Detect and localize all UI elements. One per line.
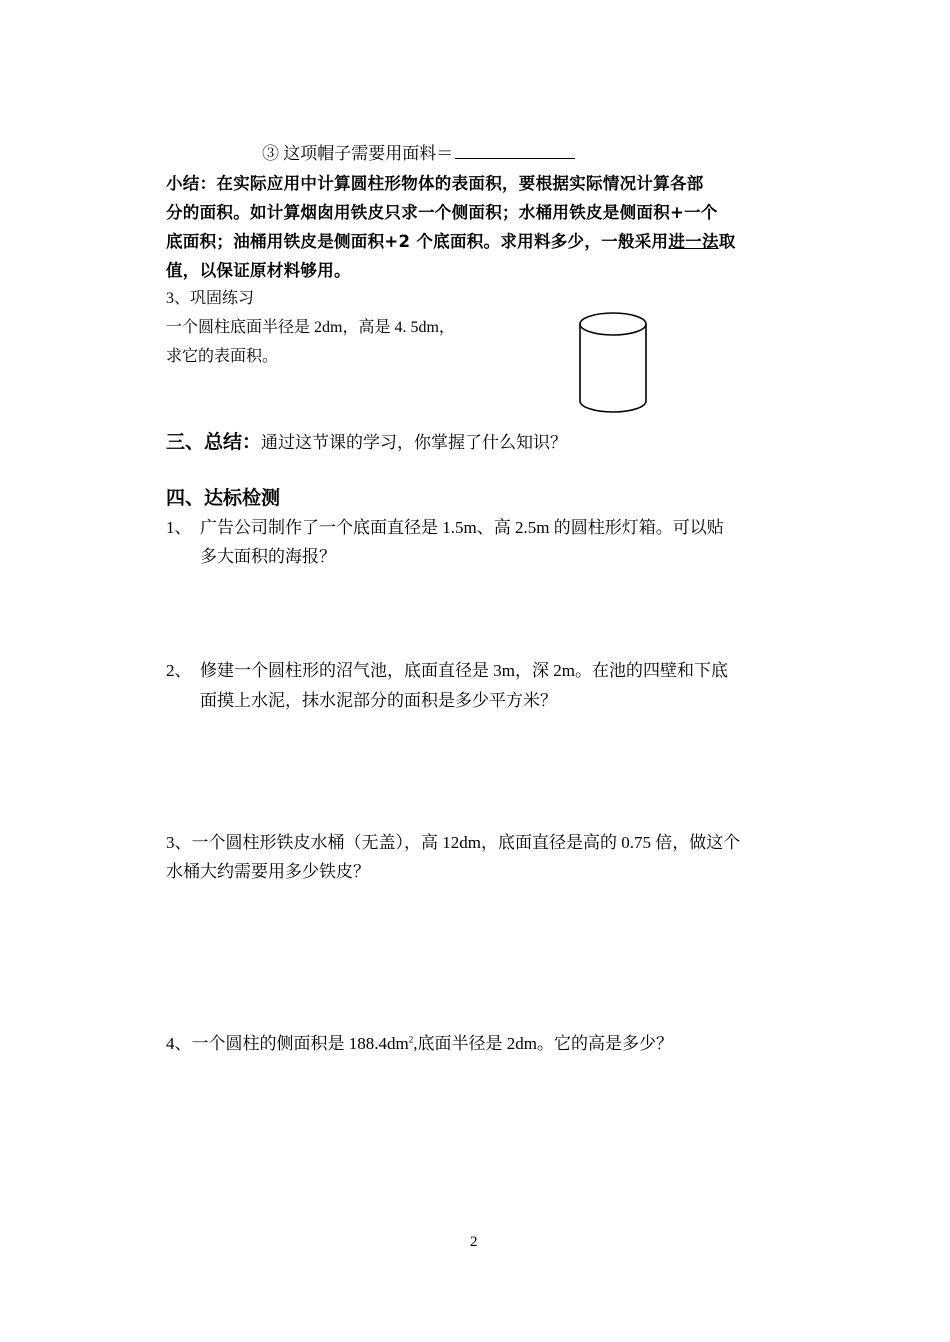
summary-line-4: 值，以保证原材料够用。 (166, 261, 351, 280)
question-4-superscript: 2 (408, 1034, 414, 1045)
summary-line-1: 小结：在实际应用中计算圆柱形物体的表面积，要根据实际情况计算各部 (166, 174, 704, 193)
practice-heading: 3、巩固练习 (166, 290, 255, 307)
summary-emphasis: 进一法 (668, 232, 719, 251)
answer-blank (455, 142, 575, 159)
summary-line-2: 分的面积。如计算烟囱用铁皮只求一个侧面积；水桶用铁皮是侧面积+一个 (166, 203, 718, 222)
question-2-line-1: 修建一个圆柱形的沼气池，底面直径是 3m，深 2m。在池的四壁和下底 (200, 661, 728, 680)
summary-line-3-a: 底面积；油桶用铁皮是侧面积+2 个底面积。求用料多少，一般采用 (166, 232, 669, 251)
summary-line-3 (166, 228, 736, 256)
page-number: 2 (470, 1234, 478, 1250)
summary-line-3-b: 取 (718, 232, 736, 251)
question-2-line-2: 面摸上水泥，抹水泥部分的面积是多少平方米？ (200, 691, 557, 710)
summary-section (166, 428, 567, 457)
hat-question (262, 140, 575, 168)
section-3-heading: 三、总结： (166, 431, 262, 453)
question-2-number: 2、 (166, 661, 192, 680)
question-3-line-2: 水桶大约需要用多少铁皮？ (166, 862, 370, 881)
practice-line-2: 求它的表面积。 (166, 348, 279, 365)
hat-question-text: ③ 这项帽子需要用面料＝ (262, 144, 454, 163)
question-1-line-2: 多大面积的海报？ (200, 547, 336, 566)
question-1-number: 1、 (166, 518, 192, 537)
cylinder-figure (576, 308, 652, 416)
question-1-line-1: 广告公司制作了一个底面直径是 1.5m、高 2.5m 的圆柱形灯箱。可以贴 (200, 518, 724, 537)
practice-line-1: 一个圆柱底面半径是 2dm，高是 4. 5dm， (166, 319, 455, 336)
question-4-text-a: 4、一个圆柱的侧面积是 188.4dm (166, 1034, 409, 1053)
section-3-text: 通过这节课的学习，你掌握了什么知识？ (261, 433, 568, 452)
question-4-text-b: ,底面半径是 2dm。它的高是多少？ (413, 1034, 673, 1053)
question-4 (166, 1030, 673, 1058)
question-3-line-1: 3、一个圆柱形铁皮水桶（无盖），高 12dm，底面直径是高的 0.75 倍，做这个 (166, 833, 741, 852)
section-4-heading: 四、达标检测 (166, 487, 281, 509)
